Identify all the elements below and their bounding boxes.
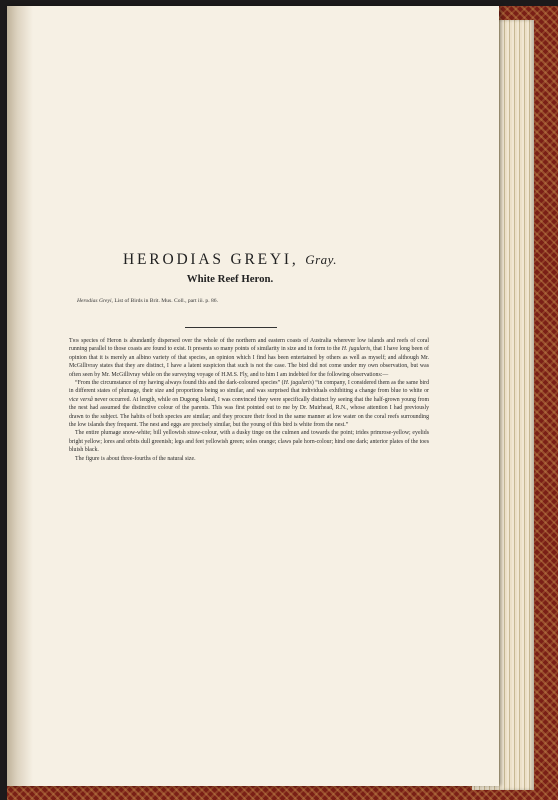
divider-rule <box>185 327 277 328</box>
text-run: The entire plumage snow-white; bill yellowish straw-colour, with a dusky tinge on the culmen and towards the point; irides primrose-yellow; eyelids bright yellow; lores and orbits dull greenish; legs and feet yellowish green; soles orange; claws pale horn-colour; hind one dark; anterior plates of the toes bluish black. <box>69 430 429 454</box>
reference-citation <box>77 298 437 304</box>
page-gutter <box>7 6 33 786</box>
common-name: White Reef Heron. <box>186 273 274 285</box>
lead-word: This <box>69 338 80 344</box>
species-author: Gray. <box>305 252 337 267</box>
text-run: species of Heron is abundantly dispersed over the whole of the northern and eastern coasts of Australia wherever low islands and reefs of coral running parallel to those coasts are found to exist. It presents so many points of similarity in size and in form to the <box>69 338 429 353</box>
species-title <box>7 251 453 269</box>
reference-species: Herodias Greyi, <box>77 298 113 304</box>
body-text <box>69 337 429 463</box>
italic-run: H. jugularis <box>283 380 312 387</box>
text-run: ) “in company, I considered them as the same bird in different states of plumage, their size and proportions being so similar, and was surprised that individuals exhibiting a change from blue to white or <box>69 380 430 395</box>
paragraph <box>69 455 429 463</box>
text-run: , that I have long been of opinion that it is merely an albino variety of that species, an opinion which I find has been entertained by others as well as myself; and although Mr. McGillivray states that they are distinct, I have a latent suspicion that such is not the case. The bird did not come under my own observation, but was often seen by Mr. McGillivray while on the surveying voyage of H.M.S. Fly, and to him I am indebted for the following observations:— <box>69 346 429 378</box>
book-cover <box>7 6 558 800</box>
page <box>7 6 499 786</box>
paragraph <box>69 337 429 379</box>
paragraph <box>69 379 429 429</box>
italic-run: vice versâ <box>69 396 93 403</box>
text-run: The figure is about three-fourths of the natural size. <box>75 455 196 462</box>
italic-run: H. jugularis <box>341 346 371 353</box>
text-run: never occurred. At length, while on Dugong Island, I was convinced they were specifically distinct by seeing that the half-grown young from the nest had assumed the distinctive colour of the parents. This was first pointed out to me by Dr. Muirhead, R.N., whose attention I had previously drawn to the subject. The habits of both species are similar; and they procure their food in the same manner at low water on the coral reefs surrounding the low islands they frequent. The nest and eggs are precisely similar, but the young of this bird is white from the nest.” <box>69 396 430 429</box>
reference-text: List of Birds in Brit. Mus. Coll., part iii. p. 86. <box>114 298 219 304</box>
species-name: HERODIAS GREYI, <box>123 251 299 268</box>
text-run: “From the circumstance of my having always found this and the dark-coloured species” ( <box>75 380 284 387</box>
paragraph <box>69 429 429 454</box>
